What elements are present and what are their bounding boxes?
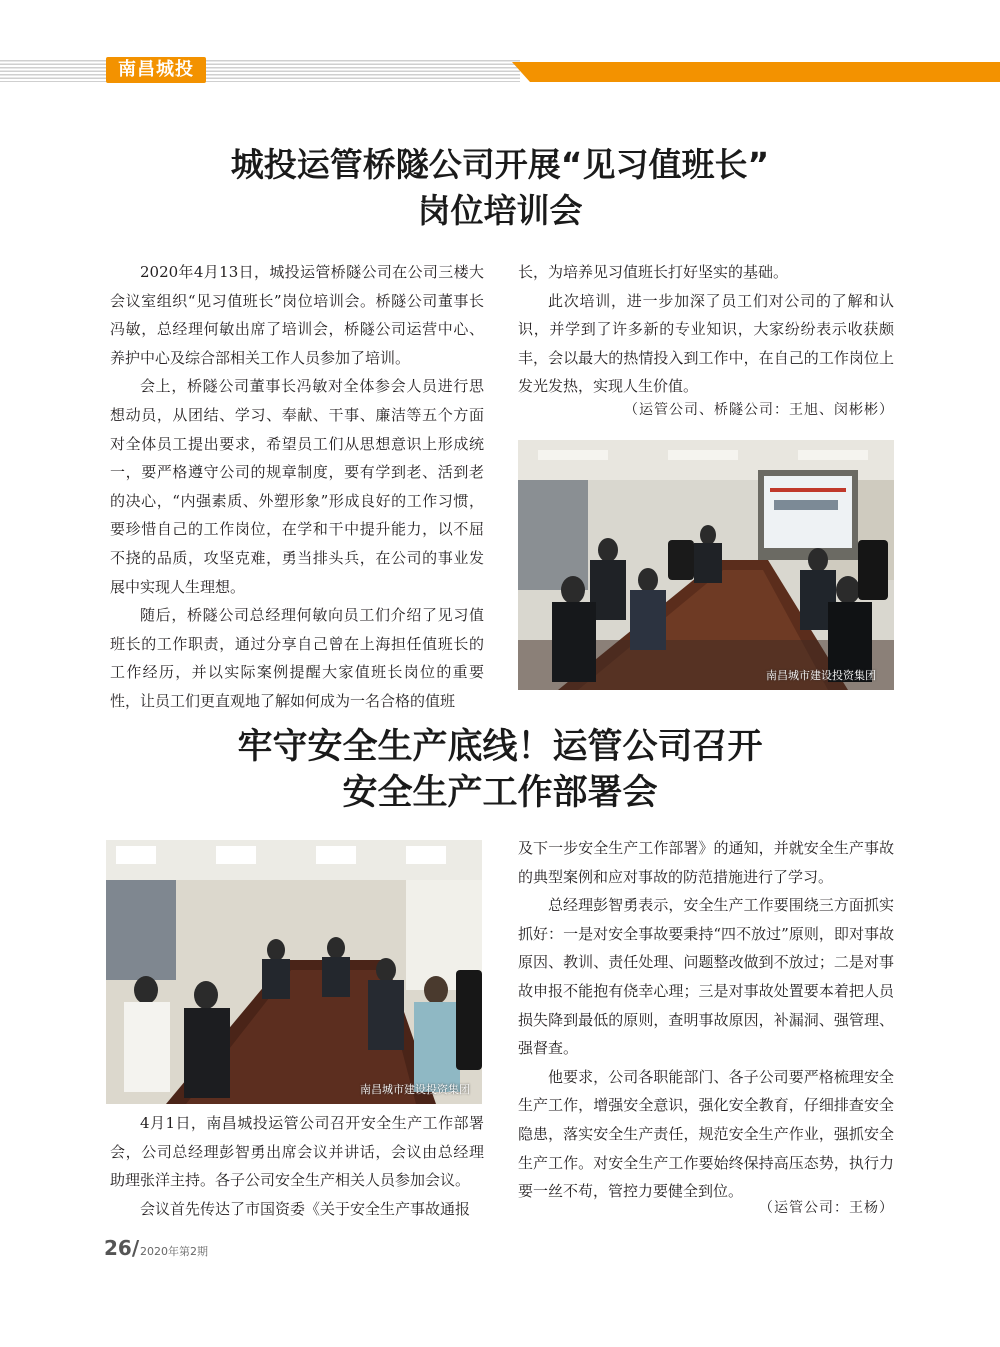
- article1-left-p1: 2020年4月13日，城投运管桥隧公司在公司三楼大会议室组织“见习值班长”岗位培训会。桥隧公司董事长冯敏，总经理何敏出席了培训会，桥隧公司运营中心、养护中心及综合部相关工作人员参加了培训。: [110, 263, 484, 367]
- header-stripes: [0, 60, 520, 82]
- article1-right-p1: 长，为培养见习值班长打好坚实的基础。: [518, 263, 789, 281]
- article1-title: [100, 142, 900, 234]
- article1-byline: （运管公司、桥隧公司：王旭、闵彬彬）: [624, 402, 894, 418]
- article2-left-p2: 会议首先传达了市国资委《关于安全生产事故通报: [140, 1199, 471, 1218]
- article2-right-p1: 及下一步安全生产工作部署》的通知，并就安全生产事故的典型案例和应对事故的防范措施进行了学习。: [518, 839, 894, 886]
- article1-right-p2: 此次培训，进一步加深了员工们对公司的了解和认识，并学到了许多新的专业知识，大家纷纷表示收获颇丰，会以最大的热情投入到工作中，在自己的工作岗位上发光发热，实现人生价值。: [518, 291, 894, 396]
- article2-right-column: [518, 834, 894, 1206]
- meeting-illustration: [106, 840, 482, 1104]
- article1-title-line1: 城投运管桥隧公司开展“见习值班长”: [230, 145, 770, 184]
- article1-photo-watermark: 南昌城市建设投资集团: [766, 669, 876, 682]
- article2-title: [100, 724, 900, 816]
- article2-left-column: [110, 1109, 484, 1223]
- article2-left-p1: 4月1日，南昌城投运管公司召开安全生产工作部署会，公司总经理彭智勇出席会议并讲话，会议由总经理助理张洋主持。各子公司安全生产相关人员参加会议。: [110, 1114, 484, 1190]
- article1-right-column: [518, 258, 894, 401]
- article1-title-line2: 岗位培训会: [417, 191, 583, 230]
- article2-photo-watermark: 南昌城市建设投资集团: [360, 1083, 470, 1096]
- header-orange-band: [500, 62, 1000, 82]
- article2-right-p2: 总经理彭智勇表示，安全生产工作要围绕三方面抓实抓好：一是对安全事故要秉持“四不放过”原则，即对事故原因、教训、责任处理、问题整改做到不放过；二是对事故申报不能抱有侥幸心理；三是对事故处置要本着把人员损失降到最低的原则，查明事故原因，补漏洞、强管理、强督查。: [518, 896, 894, 1058]
- article1-photo: [518, 440, 894, 690]
- page-number: 26/: [104, 1236, 140, 1260]
- article2-byline: （运管公司：王杨）: [759, 1200, 894, 1216]
- article2-title-line2: 安全生产工作部署会: [342, 773, 658, 813]
- article1-left-p3: 随后，桥隧公司总经理何敏向员工们介绍了见习值班长的工作职责，通过分享自己曾在上海担任值班长的工作经历，并以实际案例提醒大家值班长岗位的重要性，让员工们更直观地了解如何成为一名合格的值班: [110, 606, 484, 710]
- article1-left-column: [110, 258, 484, 716]
- issue-label: 2020年第2期: [140, 1245, 208, 1258]
- article1-left-p2: 会上，桥隧公司董事长冯敏对全体参会人员进行思想动员，从团结、学习、奉献、干事、廉洁等五个方面对全体员工提出要求，希望员工们从思想意识上形成统一，要严格遵守公司的规章制度，要有学到老、活到老的决心，“内强素质、外塑形象”形成良好的工作习惯，要珍惜自己的工作岗位，在学和干中提升能力，以不屈不挠的品质，攻坚克难，勇当排头兵，在公司的事业发展中实现人生理想。: [110, 377, 484, 596]
- header-brand: 南昌城投: [118, 59, 194, 80]
- meeting-room-illustration: [518, 440, 894, 690]
- article2-right-p3: 他要求，公司各职能部门、各子公司要严格梳理安全生产工作，增强安全意识，强化安全教育，仔细排查安全隐患，落实安全生产责任，规范安全生产作业，强抓安全生产工作。对安全生产工作要始终保持高压态势，执行力要一丝不苟，管控力要健全到位。: [518, 1067, 894, 1201]
- article2-title-line1: 牢守安全生产底线！运管公司召开: [237, 727, 763, 767]
- article2-photo: [106, 840, 482, 1104]
